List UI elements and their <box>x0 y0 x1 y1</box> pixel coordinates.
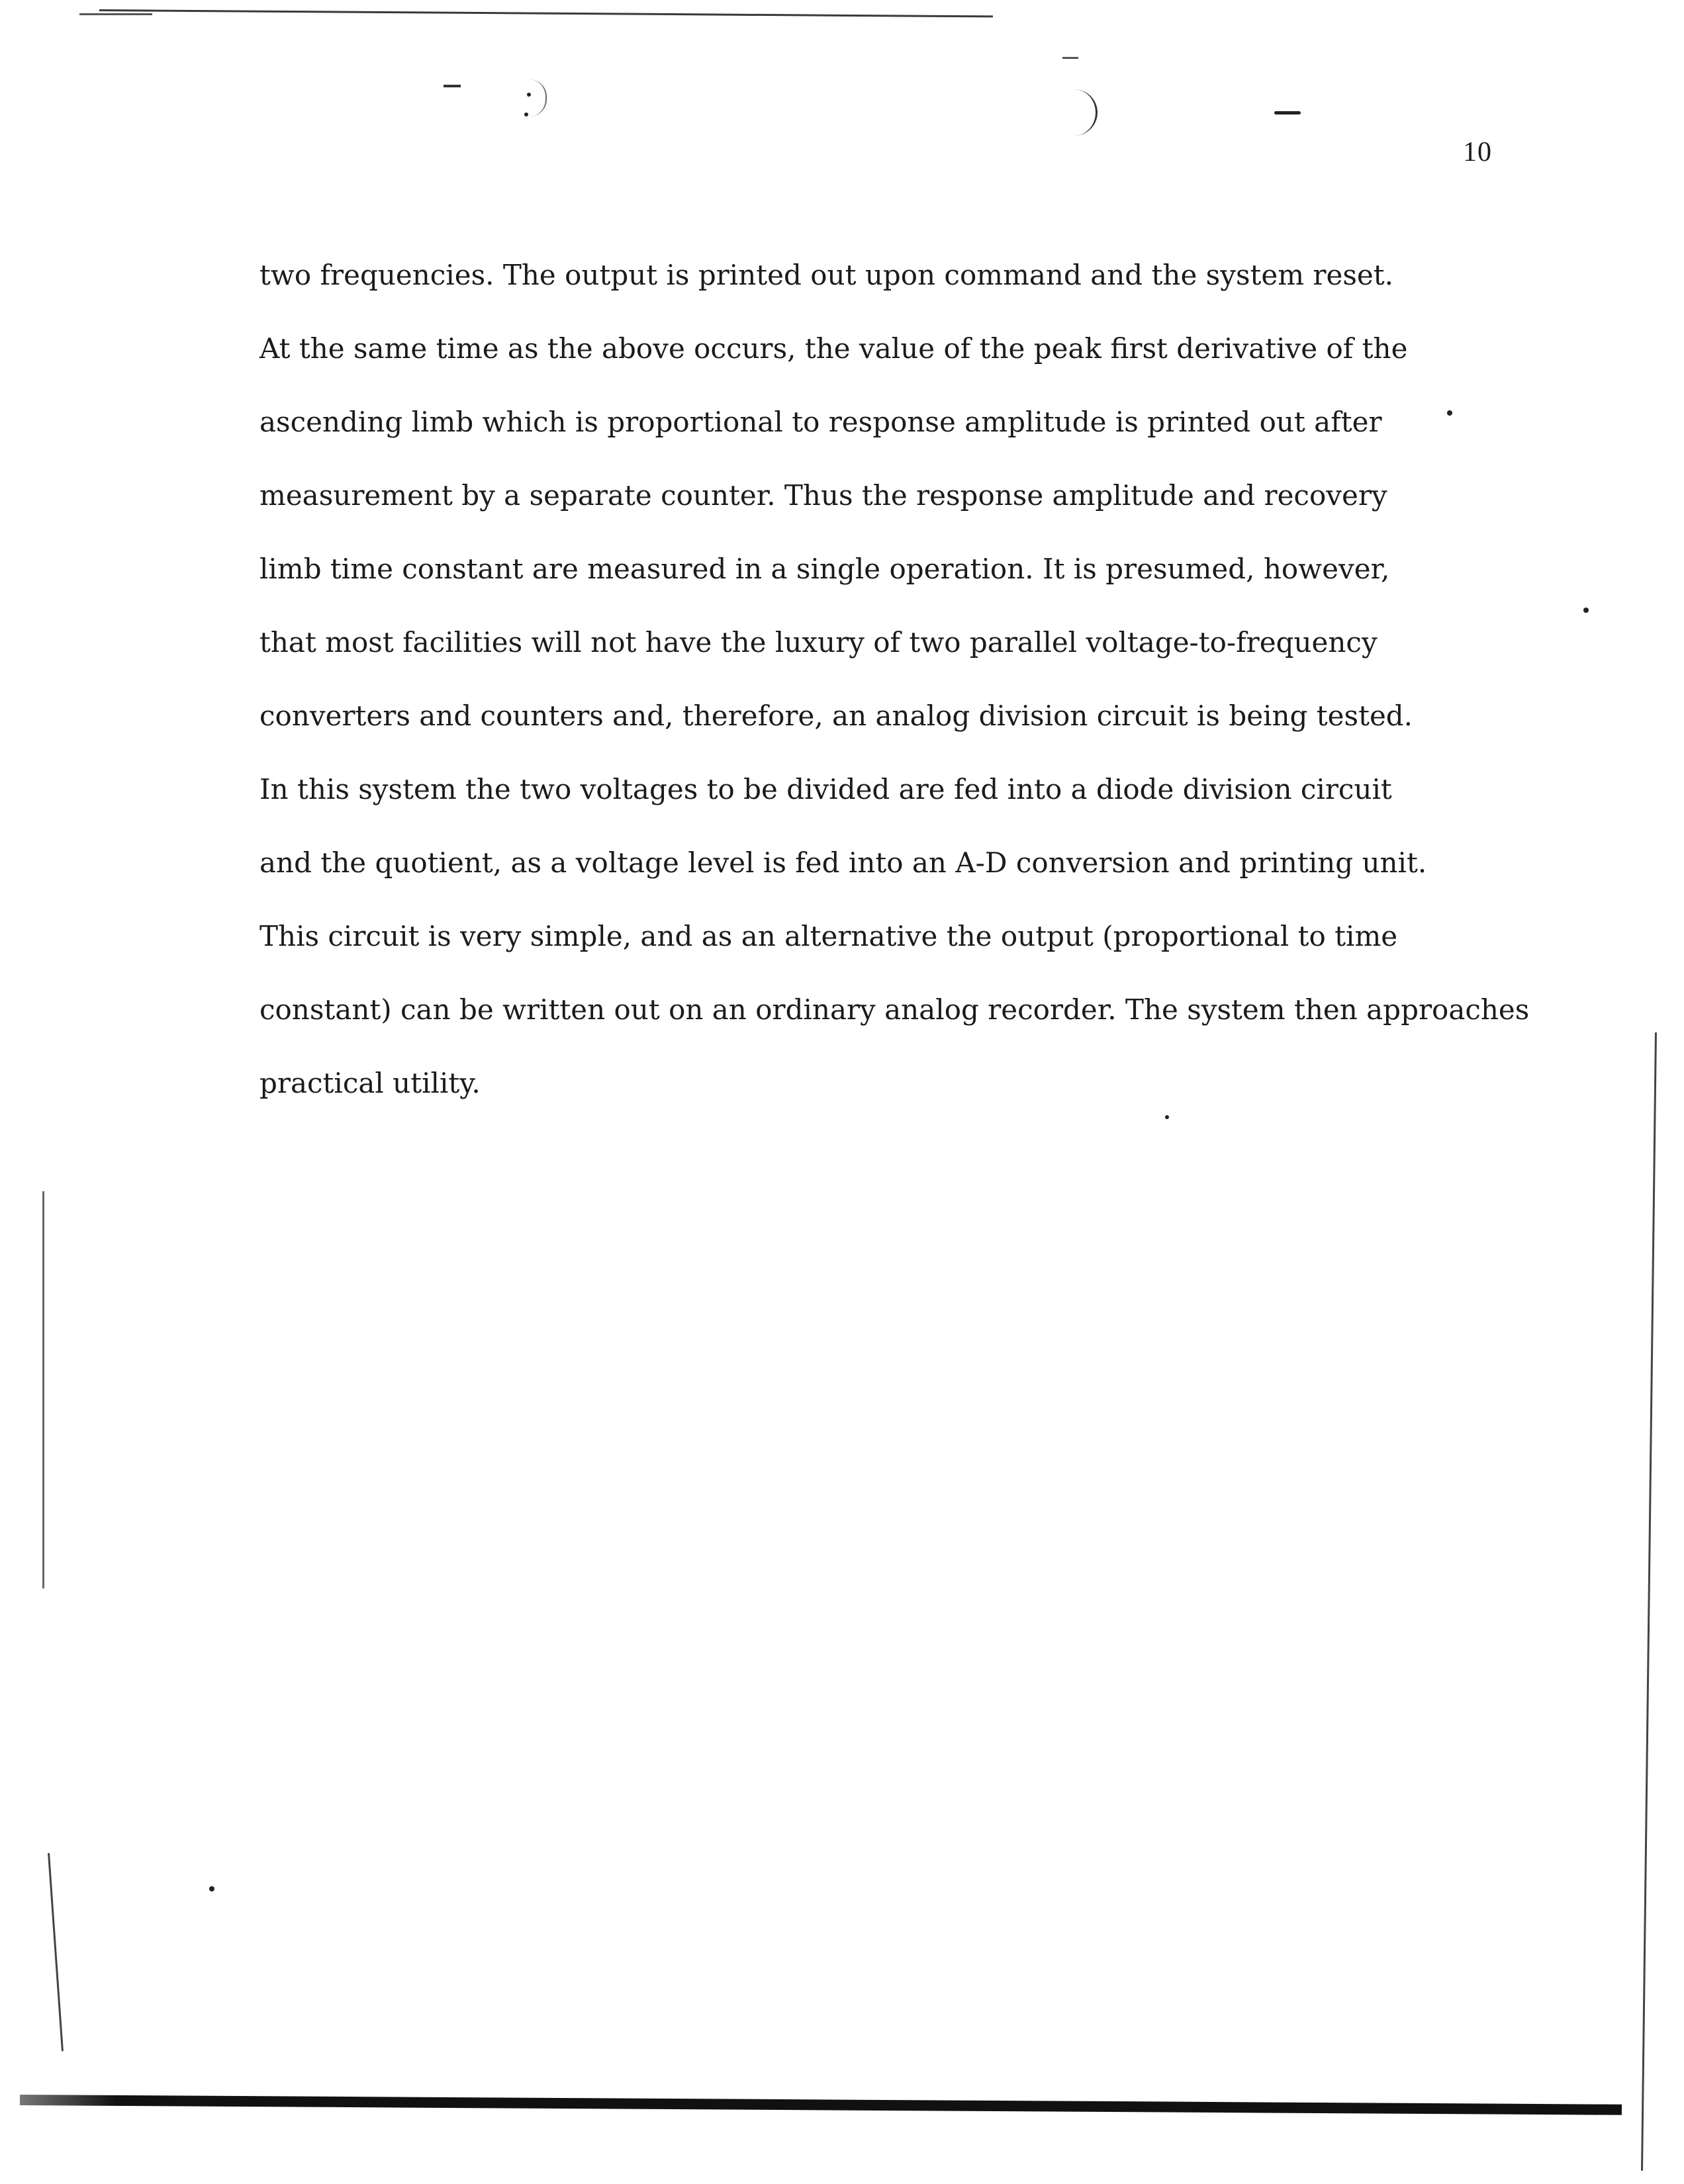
scan-bottom-edge <box>20 2095 1622 2115</box>
paragraph-line: two frequencies. The output is printed out upon command and the system reset. <box>259 259 1393 291</box>
scan-speck <box>209 1886 214 1891</box>
paragraph-line: measurement by a separate counter. Thus the response amplitude and recovery <box>259 479 1387 512</box>
paragraph-line: ascending limb which is proportional to response amplitude is printed out after <box>259 406 1382 438</box>
body-paragraph <box>259 238 1583 1120</box>
paragraph-line: and the quotient, as a voltage level is fed into an A-D conversion and printing unit. <box>259 846 1427 879</box>
paragraph-line: In this system the two voltages to be divided are fed into a diode division circuit <box>259 773 1392 805</box>
paragraph-line: that most facilities will not have the luxury of two parallel voltage-to-frequency <box>259 626 1378 659</box>
scan-speck <box>1583 608 1589 613</box>
scan-left-edge <box>48 1853 64 2051</box>
scan-speck <box>524 113 528 116</box>
scan-mark <box>1274 111 1301 114</box>
paragraph-line: constant) can be written out on an ordinary analog recorder. The system then approaches <box>259 993 1530 1026</box>
page-number: 10 <box>1463 137 1492 167</box>
scan-mark <box>1062 57 1078 59</box>
paragraph-line: converters and counters and, therefore, an analog division circuit is being tested. <box>259 700 1413 732</box>
scan-bracket-mark <box>1069 89 1098 136</box>
scan-bracket-mark <box>530 79 547 116</box>
scan-top-rule-fragment <box>79 13 152 15</box>
scan-left-edge <box>42 1191 44 1588</box>
scan-speck <box>527 93 531 97</box>
scan-top-rule <box>99 9 993 17</box>
paragraph-line: This circuit is very simple, and as an alternative the output (proportional to time <box>259 920 1398 952</box>
paragraph-line: limb time constant are measured in a single operation. It is presumed, however, <box>259 553 1390 585</box>
scan-right-edge <box>1641 1032 1657 2171</box>
paragraph-line: practical utility. <box>259 1067 481 1099</box>
paragraph-line: At the same time as the above occurs, the value of the peak first derivative of the <box>259 332 1408 365</box>
scan-mark <box>444 85 461 87</box>
